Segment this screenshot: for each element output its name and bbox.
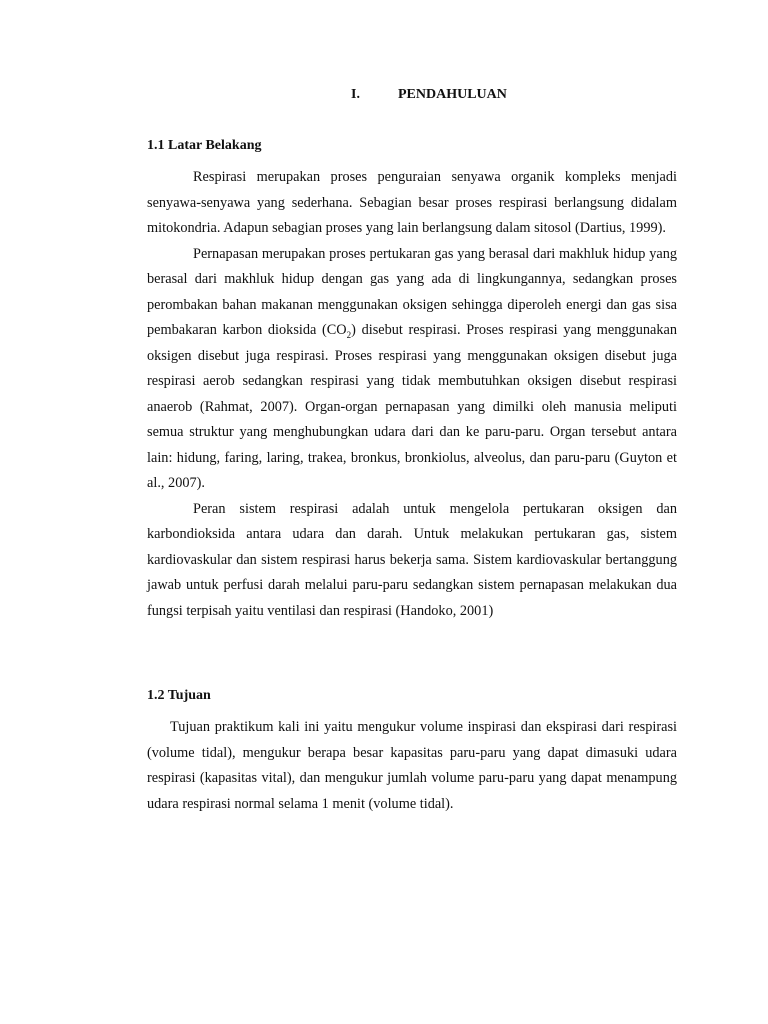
section-body-latar-belakang [147, 165, 677, 624]
section-body-tujuan [147, 715, 677, 817]
section-heading-tujuan: 1.2 Tujuan [147, 688, 211, 703]
paragraph-pernapasan-text-end: ) disebut respirasi. Proses respirasi yang menggunakan oksigen disebut juga respirasi. Proses respirasi yang menggunakan oksigen disebut juga respirasi aerob sedangkan respirasi yang tidak membutuhkan oksigen disebut respirasi anaerob (Rahmat, 2007). Organ-organ pernapasan yang dimilki oleh manusia meliputi semua struktur yang menghubungkan udara dari dan ke paru-paru. Organ tersebut antara lain: hidung, faring, laring, trakea, bronkus, bronkiolus, alveolus, dan paru-paru (Guyton et al., 2007). [147, 322, 677, 491]
paragraph-peran-sistem-respirasi: Peran sistem respirasi adalah untuk mengelola pertukaran oksigen dan karbondioksida antara udara dan darah. Untuk melakukan pertukaran gas, sistem kardiovaskular dan sistem respirasi harus bekerja sama. Sistem kardiovaskular bertanggung jawab untuk perfusi darah melalui paru-paru sedangkan sistem pernapasan melakukan dua fungsi terpisah yaitu ventilasi dan respirasi (Handoko, 2001) [147, 500, 677, 619]
paragraph-tujuan: Tujuan praktikum kali ini yaitu mengukur volume inspirasi dan ekspirasi dari respirasi (volume tidal), mengukur berapa besar kapasitas paru-paru yang dapat dimasuki udara respirasi (kapasitas vital), dan mengukur jumlah volume paru-paru yang dapat menampung udara respirasi normal selama 1 menit (volume tidal). [147, 719, 677, 812]
paragraph-pernapasan [147, 242, 677, 497]
chapter-title: PENDAHULUAN [398, 87, 507, 102]
co2-subscript: 2 [346, 329, 352, 340]
chapter-number: I. [351, 87, 360, 102]
paragraph-respirasi-definition: Respirasi merupakan proses penguraian senyawa organik kompleks menjadi senyawa-senyawa yang sederhana. Sebagian besar proses respirasi berlangsung didalam mitokondria. Adapun sebagian proses yang lain berlangsung dalam sitosol (Dartius, 1999). [147, 169, 677, 236]
section-heading-latar-belakang: 1.1 Latar Belakang [147, 138, 262, 153]
paragraph-pernapasan-text-start: Pernapasan merupakan proses pertukaran gas yang berasal dari makhluk hidup yang berasal dari makhluk hidup dengan gas yang ada di lingkungannya, sedangkan proses perombakan bahan makanan menggunakan oksigen sehingga diperoleh energi dan gas sisa pembakaran karbon dioksida (CO [147, 245, 677, 338]
